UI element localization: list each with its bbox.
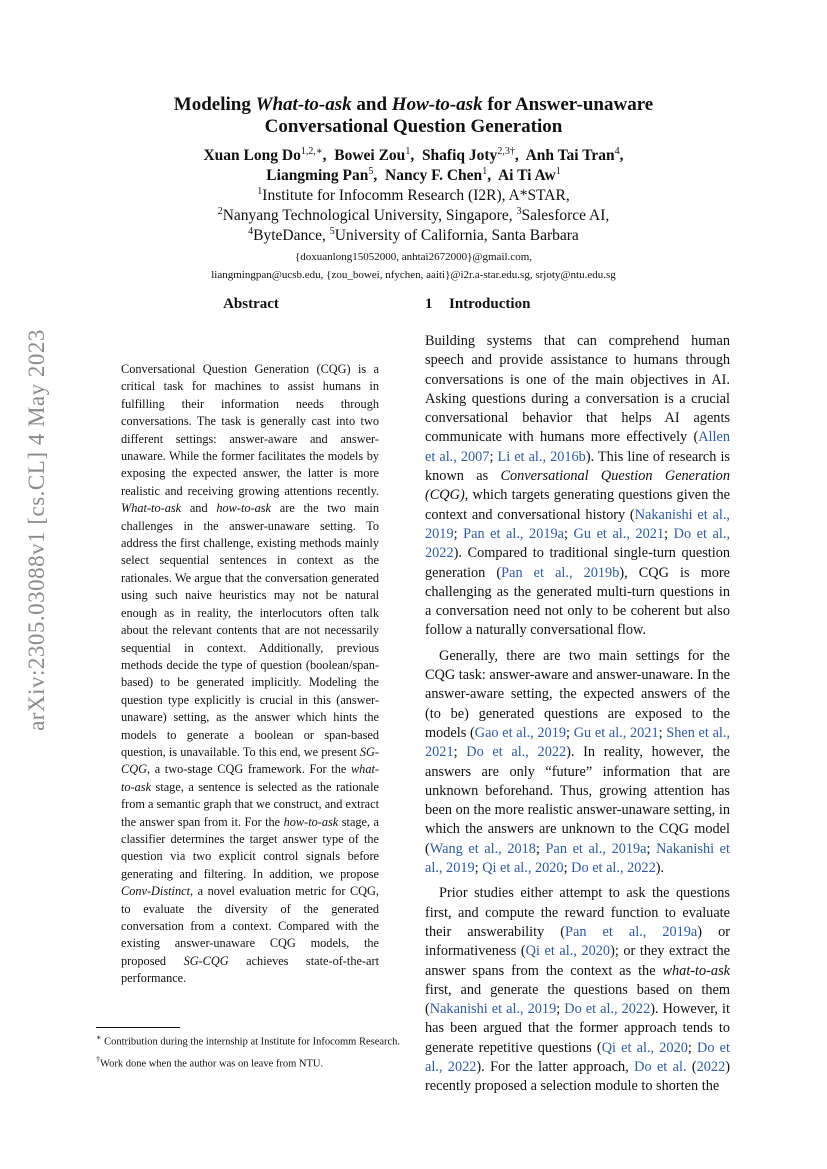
abstract-text: Conversational Question Generation (CQG) is a critical task for machines to assist humans in fulfilling their information needs through conversations. The task is generally cast into two different settings: answer-aware and answer-unaware. While the former facilitates the models by exposing the expected answer, the latter is more realistic and receiving growing attentions recently. What-to-ask and how-to-ask are the two main challenges in the answer-unaware setting. To address the first challenge, existing methods mainly select sequential sentences in context as the rationales. We argue that the conversation generated using such naive heuristics may not be natural enough as in reality, the interlocutors often talk about the relevant contents that are not necessarily sequential in context. Additionally, previous methods decide the type of question (boolean/span-based) to be generated implicitly. Modeling the question type explicitly is crucial in this (answer-unaware) setting, as the answer which hints the models to generate a boolean or span-based question, is unavailable. To this end, we present SG-CQG, a two-stage CQG framework. For the what-to-ask stage, a sentence is selected as the rationale from a semantic graph that we construct, and extract the answer span from it. For the how-to-ask stage, a classifier determines the target answer type of the question via two explicit control signals before generating and filtering. In addition, we propose Conv-Distinct, a novel evaluation metric for CQG, to evaluate the diversity of the generated conversation from a context. Compared with the existing answer-unaware CQG models, the proposed SG-CQG achieves state-of-the-art performance. (121, 362, 380, 986)
citation-link[interactable]: Gu et al., 2021 (573, 724, 659, 741)
footnote-rule (96, 1027, 180, 1028)
section-number: 1 (425, 296, 433, 312)
author-emails: {doxuanlong15052000, anhtai2672000}@gmail.com, liangmingpan@ucsb.edu, {zou_bowei, nfychen, aaiti}@i2r.a-star.edu.sg, srjoty@ntu.edu.sg (211, 251, 616, 281)
paper-title: Modeling What-to-ask and How-to-ask for Answer-unaware Conversational Question Generation (173, 94, 654, 137)
paragraph: Building systems that can comprehend human speech and provide assistance to humans through conversations is one of the main objectives in AI. Asking questions during a conversation is a crucial conversational behavior that helps AI agents communicate with humans more effectively (Allen et al., 2007; Li et al., 2016b). This line of research is known as Conversational Question Generation (CQG), which targets generating questions given the context and conversational history (Nakanishi et al., 2019; Pan et al., 2019a; Gu et al., 2021; Do et al., 2022). Compared to traditional single-turn question generation (Pan et al., 2019b), CQG is more challenging as the generated multi-turn questions in a conversation need not only to be coherent but also follow a naturally conversational flow. (425, 333, 731, 639)
arxiv-sidebar (12, 329, 62, 731)
author-block (100, 146, 727, 246)
citation-link[interactable]: Qi et al., 2020 (601, 1039, 688, 1056)
citation-link[interactable]: Nakanishi et al., 2019 (425, 506, 730, 542)
citation-link[interactable]: Pan et al., 2019a (463, 525, 564, 542)
footnotes (96, 1031, 406, 1074)
citation-link[interactable]: Pan et al., 2019b (501, 564, 620, 581)
paragraph: Prior studies either attempt to ask the questions first, and compute the reward function to evaluate their answerability (Pan et al., 2019a) or informativeness (Qi et al., 2020); or they extract the answer spans from the context as the what-to-ask first, and generate the questions based on them (Nakanishi et al., 2019; Do et al., 2022). However, it has been argued that the former approach tends to generate repetitive questions (Qi et al., 2020; Do et al., 2022). For the latter approach, Do et al. (2022) recently proposed a selection module to shorten the (425, 885, 730, 1095)
abstract-heading: Abstract (223, 296, 279, 312)
citation-link[interactable]: Do et al. (634, 1058, 687, 1075)
section-heading-introduction (425, 296, 530, 313)
citation-link[interactable]: Do et al., 2022 (425, 1039, 730, 1075)
citation-link[interactable]: Qi et al., 2020 (525, 943, 611, 960)
citation-link[interactable]: Do et al., 2022 (425, 525, 731, 562)
citation-link[interactable]: Pan et al., 2019a (545, 840, 647, 857)
citation-link[interactable]: Wang et al., 2018 (429, 840, 536, 857)
footnote-leave: †Work done when the author was on leave from NTU. (96, 1054, 324, 1069)
citation-link[interactable]: Do et al., 2022 (571, 860, 656, 877)
citation-link[interactable]: Do et al., 2022 (564, 1001, 651, 1018)
arxiv-identifier: arXiv:2305.03088v1 [cs.CL] 4 May 2023 (24, 329, 49, 731)
citation-link[interactable]: Li et al., 2016b (497, 448, 586, 465)
introduction-body (425, 332, 730, 1103)
affiliations: $^1$Institute for Infocomm Research (I2R), A*STAR, $^2$Nanyang Technological University, Singapore, $^3$Salesforce AI, $^4$ByteDance, $^5$University of California, Santa Barbara (217, 185, 610, 244)
citation-link[interactable]: 2022 (696, 1058, 726, 1075)
citation-link[interactable]: Allen et al., 2007 (425, 429, 730, 465)
citation-link[interactable]: Pan et al., 2019a (565, 923, 698, 940)
citation-link[interactable]: Nakanishi et al., 2019 (425, 840, 730, 877)
paragraph: Generally, there are two main settings for the CQG task: answer-aware and answer-unaware. In the answer-aware setting, the expected answers of the (to be) generated questions are exposed to the models (Gao et al., 2019; Gu et al., 2021; Shen et al., 2021; Do et al., 2022). In reality, however, the answers are only “future” information that are unknown beforehand. Thus, growing attention has been on the more realistic answer-unaware setting, in which the answers are unknown to the CQG model (Wang et al., 2018; Pan et al., 2019a; Nakanishi et al., 2019; Qi et al., 2020; Do et al., 2022). (425, 647, 731, 877)
citation-link[interactable]: Gu et al., 2021 (573, 525, 665, 542)
section-title: Introduction (449, 296, 531, 312)
citation-link[interactable]: Gao et al., 2019 (474, 724, 567, 741)
citation-link[interactable]: Shen et al., 2021 (425, 724, 731, 761)
citation-link[interactable]: Do et al., 2022 (466, 744, 567, 761)
citation-link[interactable]: Qi et al., 2020 (482, 860, 564, 877)
citation-link[interactable]: Nakanishi et al., 2019 (429, 1001, 557, 1018)
author-names: Xuan Long $Do^{1,2,∗}$, Bowei Zou$^1$, Shafiq Joty$^{2,3\dagger}$, Anh Tai Tran$^4$, Liangming Pan$^5$, Nancy F. Chen$^1$, Ai Ti Aw$^1$ (203, 145, 624, 184)
footnote-contribution: ∗ Contribution during the internship at Institute for Infocomm Research. (96, 1033, 401, 1048)
